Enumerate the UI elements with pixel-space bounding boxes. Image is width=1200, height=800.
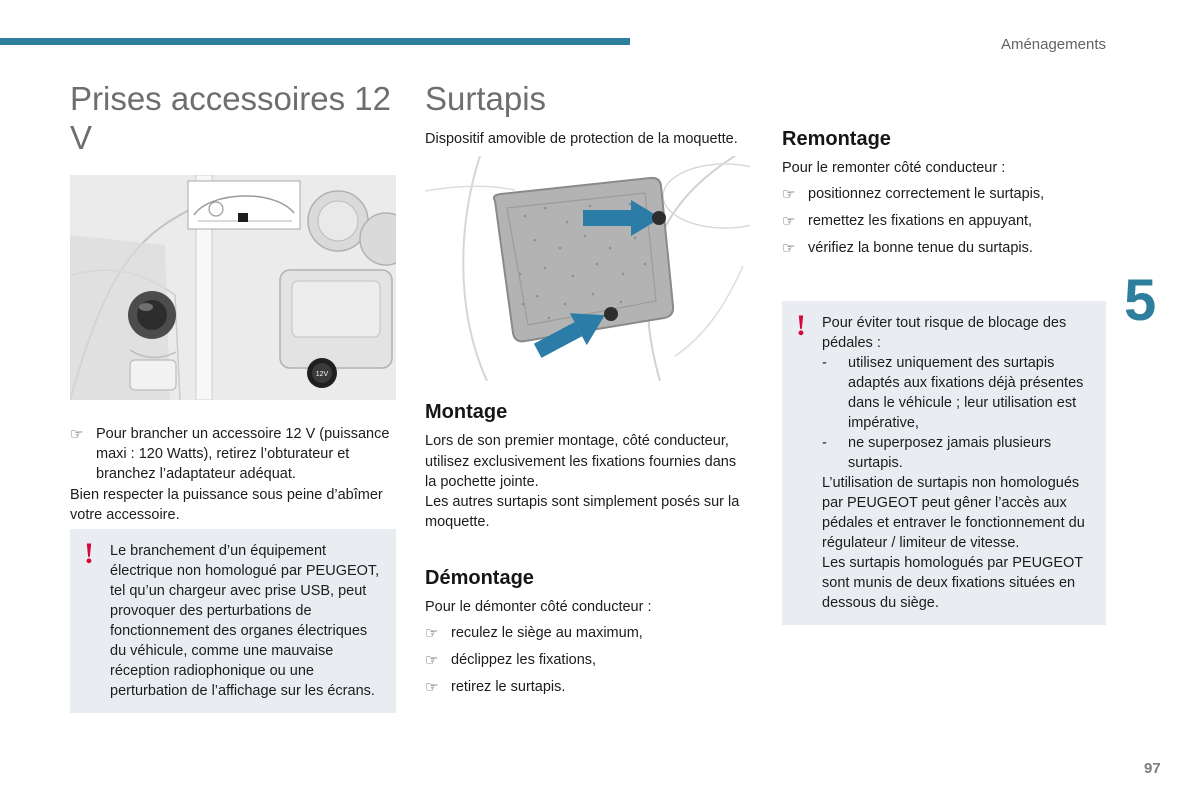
warning-intro: Pour éviter tout risque de blocage des pédales : xyxy=(822,315,1067,352)
warning-box xyxy=(782,301,1106,625)
warning-paragraph-1: L’utilisation de surtapis non homologués par PEUGEOT peut gêner l’accès aux pédales et entraver le fonctionnement du régulateur / limiteur de vitesse. xyxy=(822,475,1085,552)
warning-text: Le branchement d’un équipement électrique non homologué par PEUGEOT, tel qu’un chargeur avec prise USB, peut provoquer des perturbations de fonctionnement des organes électriques du véhicule, comme une mauvaise réception radiophonique ou une perturbation de l’affichage sur les écrans. xyxy=(110,543,380,700)
montage-paragraph-1: Lors de son premier montage, côté conducteur, utilisez exclusivement les fixations fournies dans la pochette jointe. xyxy=(425,433,737,490)
section-title-surtapis: Surtapis xyxy=(425,80,547,117)
list-item-text: reculez le siège au maximum, xyxy=(451,625,643,642)
montage-paragraph-2: Les autres surtapis sont simplement posés sur la moquette. xyxy=(425,494,740,531)
warning-box xyxy=(70,529,396,713)
list-item-text: retirez le surtapis. xyxy=(451,679,566,696)
surtapis-intro: Dispositif amovible de protection de la moquette. xyxy=(425,130,738,147)
heading-montage: Montage xyxy=(425,401,508,424)
list-item xyxy=(782,184,1106,205)
list-item-text: positionnez correctement le surtapis, xyxy=(808,186,1045,203)
page-header: Aménagements xyxy=(1000,36,1106,53)
section-title-prises-accessoires: Prises accessoires 12 V xyxy=(70,80,391,156)
floor-mat-illustration xyxy=(425,156,750,381)
dash-bullet: - xyxy=(822,435,827,452)
list-item-text: vérifiez la bonne tenue du surtapis. xyxy=(808,240,1033,257)
list-item-text: remettez les fixations en appuyant, xyxy=(808,213,1033,230)
warning-icon: ! xyxy=(796,309,806,343)
socket-12v-label: 12V xyxy=(315,370,329,378)
column-remontage xyxy=(782,128,1106,625)
warning-icon: ! xyxy=(84,537,94,571)
pointer-hand-icon: ☞ xyxy=(782,186,796,204)
accessory-socket-illustration xyxy=(70,175,396,400)
pointer-hand-icon: ☞ xyxy=(425,679,439,697)
heading-demontage: Démontage xyxy=(425,566,534,589)
demontage-intro: Pour le démonter côté conducteur : xyxy=(425,598,652,615)
dash-item-text: ne superposez jamais plusieurs surtapis. xyxy=(848,435,1052,472)
dash-item xyxy=(822,433,1094,473)
list-item xyxy=(425,623,750,644)
heading-remontage: Remontage xyxy=(782,128,891,150)
list-item xyxy=(782,211,1106,232)
remontage-list xyxy=(782,184,1106,259)
dash-item-text: utilisez uniquement des surtapis adaptés aux fixations déjà présentes dans le véhicule ; leur utilisation est impérative, xyxy=(848,355,1084,432)
list-item-text: déclippez les fixations, xyxy=(451,652,597,669)
accent-bar xyxy=(0,38,630,45)
dash-item xyxy=(822,353,1094,433)
dash-bullet: - xyxy=(822,355,827,372)
warning-content xyxy=(822,313,1094,613)
pointer-hand-icon: ☞ xyxy=(425,625,439,643)
bullet-item xyxy=(70,424,396,485)
demontage-list xyxy=(425,623,750,698)
warning-paragraph-2: Les surtapis homologués par PEUGEOT sont munis de deux fixations situées en dessous du siège. xyxy=(822,555,1083,612)
bullet-text: Pour brancher un accessoire 12 V (puissance maxi : 120 Watts), retirez l’obturateur et branchez l’adaptateur adéquat. xyxy=(96,425,390,483)
page-number: 97 xyxy=(1144,760,1161,777)
pointer-hand-icon: ☞ xyxy=(782,213,796,231)
chapter-number: 5 xyxy=(1124,268,1157,333)
pointer-hand-icon: ☞ xyxy=(425,652,439,670)
list-item xyxy=(425,677,750,698)
remontage-intro: Pour le remonter côté conducteur : xyxy=(782,160,1006,176)
column-prises-accessoires xyxy=(70,80,396,713)
pointer-hand-icon: ☞ xyxy=(782,240,796,258)
list-item xyxy=(425,650,750,671)
list-item xyxy=(782,238,1106,259)
pointer-hand-icon: ☞ xyxy=(70,425,84,443)
paragraph: Bien respecter la puissance sous peine d’abîmer votre accessoire. xyxy=(70,486,383,524)
column-surtapis xyxy=(425,80,750,698)
